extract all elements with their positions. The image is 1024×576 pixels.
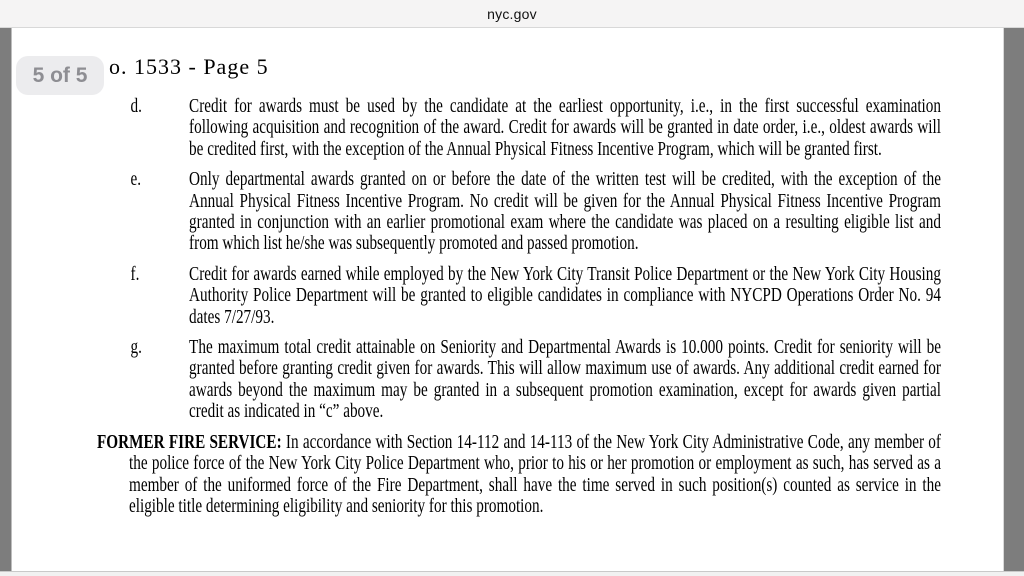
document-page: [11, 28, 1004, 571]
list-item-f: [12, 264, 1004, 328]
list-item-label: e.: [130, 169, 142, 191]
list-item-label: g.: [130, 337, 142, 359]
former-fire-service-text: In accordance with Section 14-112 and 14-113 of the New York City Administrative Code, any member of the police force of the New York City Police Department who, prior to his or her promotion or employment as such, has served as a member of the uniformed force of the Fire Department, shall have the time served in such position(s) counted as service in the eligible title determining eligibility and seniority for this promotion.: [129, 431, 941, 517]
list-item-text: Only departmental awards granted on or before the date of the written test will be credited, with the exception of the Annual Physical Fitness Incentive Program. No credit will be given for the Annual Physical Fitness Incentive Program granted in conjunction with an earlier promotional exam where the candidate was placed on a resulting eligible list and from which list he/she was subsequently promoted and passed promotion.: [189, 169, 941, 255]
bottom-edge-strip: [0, 571, 1024, 576]
list-item-label: d.: [130, 96, 142, 117]
list-item-e: [12, 169, 1004, 255]
list-item-g: [12, 337, 1004, 423]
former-fire-service-paragraph: [12, 432, 1004, 518]
document-body: [12, 96, 1004, 517]
browser-top-bar: [0, 0, 1024, 28]
pdf-viewer-stage: [0, 28, 1024, 576]
former-fire-service-heading: FORMER FIRE SERVICE:: [97, 431, 282, 453]
list-item-d: [12, 96, 1004, 160]
list-item-label: f.: [130, 263, 140, 285]
list-item-text: Credit for awards earned while employed by the New York City Transit Police Department or the New York City Housing Authority Police Department will be granted to eligible candidates in compliance with NYCPD Operations Order No. 94 dates 7/27/93.: [189, 263, 941, 328]
list-item-text: The maximum total credit attainable on Seniority and Departmental Awards is 10.000 points. Credit for seniority will be granted before granting credit given for awards. This will allow maximum use of awards. Any additional credit earned for awards beyond the maximum may be granted in a subsequent promotion examination, except for awards given partial credit as indicated in “c” above.: [189, 337, 941, 423]
page-indicator-badge: 5 of 5: [16, 56, 104, 95]
address-bar[interactable]: nyc.gov: [487, 5, 537, 22]
list-item-text: Credit for awards must be used by the candidate at the earliest opportunity, i.e., in the first successful examination following acquisition and recognition of the award. Credit for awards will be granted in date order, i.e., oldest awards will be credited first, with the exception of the Annual Physical Fitness Incentive Program, which will be granted first.: [189, 96, 941, 160]
document-header: o. 1533 - Page 5: [109, 54, 269, 79]
